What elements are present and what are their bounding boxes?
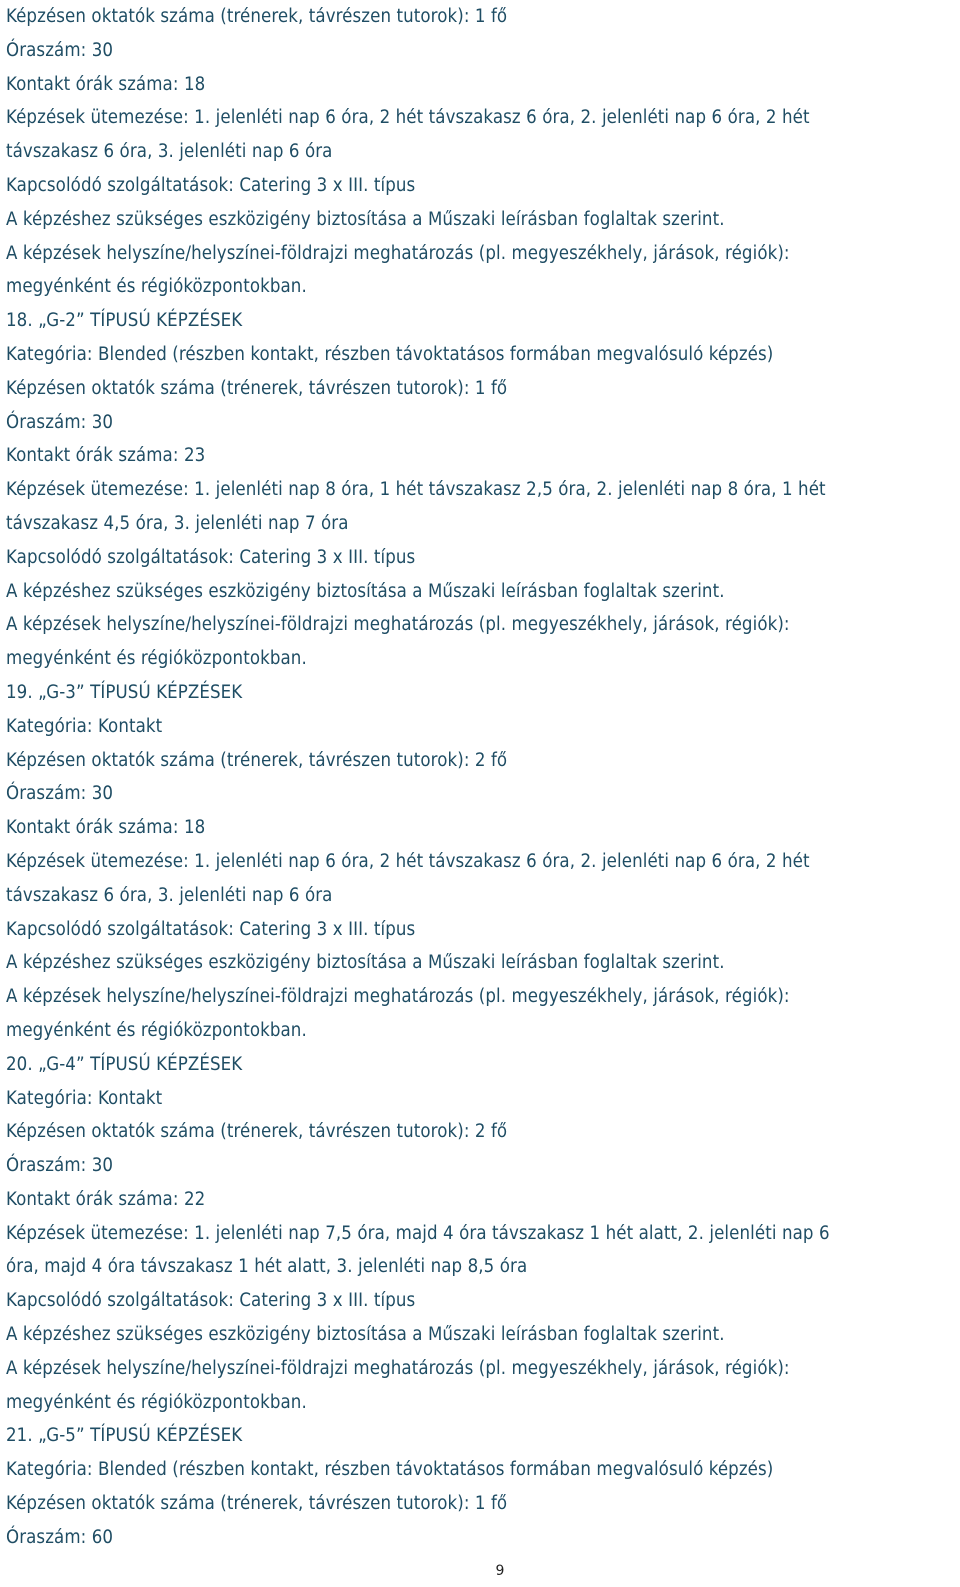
text-line: A képzések helyszíne/helyszínei-földrajzi meghatározás (pl. megyeszékhely, járások, régiók): <box>6 614 790 636</box>
text-line: Kategória: Blended (részben kontakt, részben távoktatásos formában megvalósuló képzés) <box>6 343 774 365</box>
text-line: Képzések ütemezése: 1. jelenléti nap 6 óra, 2 hét távszakasz 6 óra, 2. jelenléti nap 6 óra, 2 hét <box>6 850 810 872</box>
text-line: Kontakt órák száma: 18 <box>6 817 206 839</box>
text-line: A képzéshez szükséges eszközigény biztosítása a Műszaki leírásban foglaltak szerint. <box>6 1324 725 1346</box>
text-line: megyénként és régióközpontokban. <box>6 1391 307 1413</box>
text-line: Képzésen oktatók száma (trénerek, távrészen tutorok): 2 fő <box>6 749 508 771</box>
text-line: távszakasz 6 óra, 3. jelenléti nap 6 óra <box>6 884 333 906</box>
text-line: Óraszám: 30 <box>6 39 114 61</box>
text-line: megyénként és régióközpontokban. <box>6 648 307 670</box>
text-line: A képzéshez szükséges eszközigény biztosítása a Műszaki leírásban foglaltak szerint. <box>6 580 725 602</box>
text-line: A képzések helyszíne/helyszínei-földrajzi meghatározás (pl. megyeszékhely, járások, régiók): <box>6 986 790 1008</box>
text-line: Óraszám: 30 <box>6 1155 114 1177</box>
section-heading: 19. „G-3” TÍPUSÚ KÉPZÉSEK <box>6 681 243 703</box>
text-line: Kategória: Kontakt <box>6 715 163 737</box>
page-number: 9 <box>495 1563 505 1579</box>
text-line: Képzésen oktatók száma (trénerek, távrészen tutorok): 1 fő <box>6 377 508 399</box>
text-line: Óraszám: 60 <box>6 1526 114 1548</box>
text-line: Képzések ütemezése: 1. jelenléti nap 7,5 óra, majd 4 óra távszakasz 1 hét alatt, 2. jelenléti nap 6 <box>6 1222 830 1244</box>
text-line: A képzések helyszíne/helyszínei-földrajzi meghatározás (pl. megyeszékhely, járások, régiók): <box>6 1357 790 1379</box>
section-heading: 20. „G-4” TÍPUSÚ KÉPZÉSEK <box>6 1053 243 1075</box>
text-line: óra, majd 4 óra távszakasz 1 hét alatt, 3. jelenléti nap 8,5 óra <box>6 1256 528 1278</box>
text-line: Kontakt órák száma: 18 <box>6 73 206 95</box>
text-line: Képzések ütemezése: 1. jelenléti nap 6 óra, 2 hét távszakasz 6 óra, 2. jelenléti nap 6 óra, 2 hét <box>6 107 810 129</box>
text-line: megyénként és régióközpontokban. <box>6 276 307 298</box>
text-line: Kapcsolódó szolgáltatások: Catering 3 x III. típus <box>6 174 416 196</box>
text-line: Kategória: Blended (részben kontakt, részben távoktatásos formában megvalósuló képzés) <box>6 1459 774 1481</box>
text-line: Kapcsolódó szolgáltatások: Catering 3 x III. típus <box>6 546 416 568</box>
text-line: Képzésen oktatók száma (trénerek, távrészen tutorok): 1 fő <box>6 6 508 27</box>
text-line: Kapcsolódó szolgáltatások: Catering 3 x III. típus <box>6 918 416 940</box>
text-line: Kontakt órák száma: 22 <box>6 1188 206 1210</box>
text-line: A képzéshez szükséges eszközigény biztosítása a Műszaki leírásban foglaltak szerint. <box>6 208 725 230</box>
text-line: távszakasz 6 óra, 3. jelenléti nap 6 óra <box>6 141 333 163</box>
text-line: Kontakt órák száma: 23 <box>6 445 206 467</box>
text-line: megyénként és régióközpontokban. <box>6 1019 307 1041</box>
section-heading: 18. „G-2” TÍPUSÚ KÉPZÉSEK <box>6 310 243 332</box>
text-line: A képzéshez szükséges eszközigény biztosítása a Műszaki leírásban foglaltak szerint. <box>6 952 725 974</box>
text-line: távszakasz 4,5 óra, 3. jelenléti nap 7 óra <box>6 512 349 534</box>
text-line: Óraszám: 30 <box>6 411 114 433</box>
text-line: A képzések helyszíne/helyszínei-földrajzi meghatározás (pl. megyeszékhely, járások, régiók): <box>6 242 790 264</box>
text-line: Képzésen oktatók száma (trénerek, távrészen tutorok): 1 fő <box>6 1493 508 1515</box>
text-line: Kapcsolódó szolgáltatások: Catering 3 x III. típus <box>6 1290 416 1312</box>
section-heading: 21. „G-5” TÍPUSÚ KÉPZÉSEK <box>6 1425 243 1447</box>
text-line: Óraszám: 30 <box>6 783 114 805</box>
document-body <box>6 0 946 1555</box>
text-line: Képzések ütemezése: 1. jelenléti nap 8 óra, 1 hét távszakasz 2,5 óra, 2. jelenléti nap 8 óra, 1 hét <box>6 479 826 501</box>
text-line: Kategória: Kontakt <box>6 1087 163 1109</box>
text-line: Képzésen oktatók száma (trénerek, távrészen tutorok): 2 fő <box>6 1121 508 1143</box>
